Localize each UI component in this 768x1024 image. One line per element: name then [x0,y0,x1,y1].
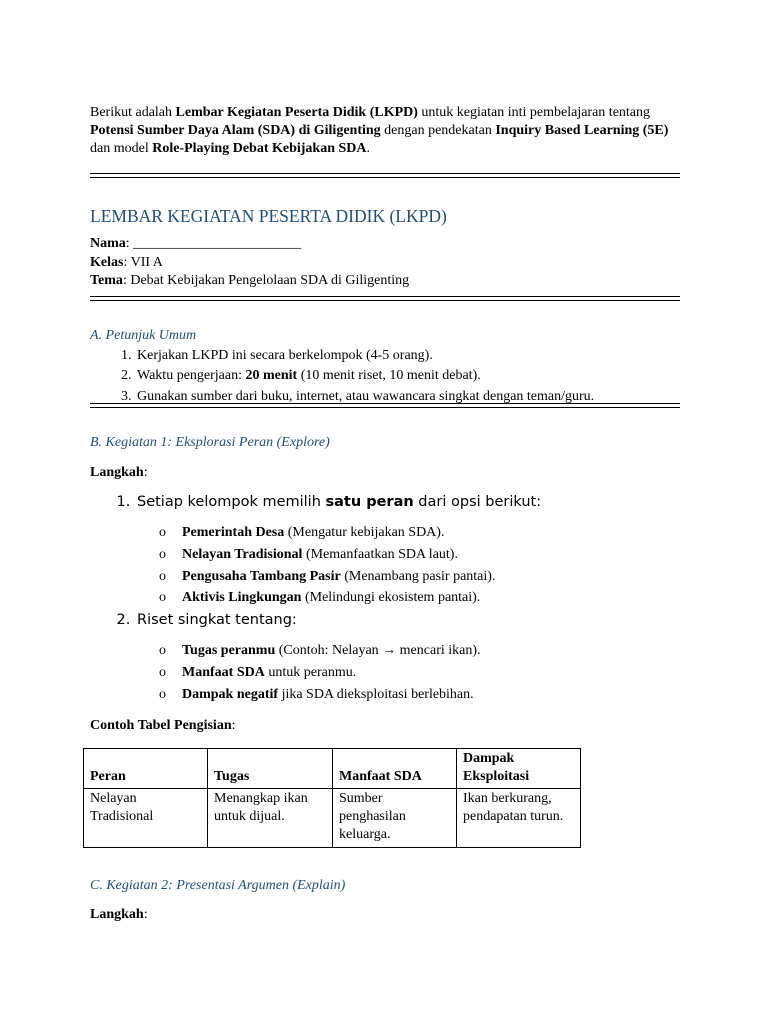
table-header-row [84,748,581,788]
table-row [84,788,581,847]
research-item [159,640,680,662]
bullet-icon: o [159,525,166,540]
field-label: Nama [90,236,126,251]
list-item-text: (10 menit riset, 10 menit debat). [297,368,481,383]
langkah-label [90,906,680,924]
step-item [135,491,680,609]
table-label [90,717,680,735]
field-value: : Debat Kebijakan Pengelolaan SDA di Giligenting [122,273,410,288]
document-page [90,104,680,924]
role-name: Pengusaha Tambang Pasir [182,568,341,584]
step-bold: satu peran [325,494,414,510]
divider [90,173,680,178]
list-item-text: Gunakan sumber dari buku, internet, atau wawancara singkat dengan teman/guru. [137,388,595,404]
role-item [159,587,680,609]
role-item [159,544,680,566]
list-item [135,346,680,367]
langkah-label [90,464,680,482]
section-a-heading: A. Petunjuk Umum [90,327,197,343]
intro-text: . [366,141,371,156]
role-item [159,566,680,588]
table-header: Peran [84,748,208,788]
table-cell: Ikan berkurang, pendapatan turun. [457,788,581,847]
intro-bold-approach: Inquiry Based Learning (5E) [495,123,669,138]
field-value: : VII A [123,254,163,270]
step-text: dari opsi berikut: [413,494,542,510]
bullet-icon: o [159,664,166,680]
bullet-icon: o [159,546,166,562]
field-nama [90,235,680,254]
intro-text: dengan pendekatan [380,123,496,138]
research-text: untuk peranmu. [264,664,357,680]
role-desc: (Melindungi ekosistem pantai). [301,590,481,606]
label-colon: : [143,906,148,922]
step-item [135,609,680,705]
bullet-icon: o [159,643,166,659]
student-fields [90,235,680,291]
research-item [159,684,680,706]
intro-text: untuk kegiatan inti pembelajaran tentang [417,105,651,120]
intro-bold-topic: Potensi Sumber Daya Alam (SDA) di Giligenting [90,123,381,138]
label-bold: Langkah [90,906,144,922]
role-name: Pemerintah Desa [182,525,285,540]
role-name: Aktivis Lingkungan [182,590,302,606]
table-header: Dampak Eksploitasi [457,748,581,788]
field-value: : ________________________ [125,236,302,251]
field-label: Kelas [90,254,124,270]
list-item-text: Waktu pengerjaan: [137,368,246,383]
bullet-icon: o [159,686,166,702]
roles-list [159,522,680,609]
role-item [159,522,680,544]
research-item [159,662,680,684]
list-item-text: Kerjakan LKPD ini secara berkelompok (4-5 orang). [137,347,433,363]
research-text: jika SDA dieksploitasi berlebihan. [278,686,474,702]
example-table [83,748,581,848]
bullet-icon: o [159,568,166,584]
table-header: Manfaat SDA [333,748,457,788]
research-bold: Manfaat SDA [182,664,265,680]
table-cell: Menangkap ikan untuk dijual. [208,788,333,847]
section-c-heading: C. Kegiatan 2: Presentasi Argumen (Explain) [90,877,346,893]
research-text: (Contoh: Nelayan → mencari ikan). [275,643,481,659]
intro-text: dan model [90,141,153,156]
intro-bold-lkpd: Lembar Kegiatan Peserta Didik (LKPD) [175,105,418,120]
list-item-bold: 20 menit [245,368,298,383]
table-cell: Sumber penghasilan keluarga. [333,788,457,847]
section-b-heading: B. Kegiatan 1: Eksplorasi Peran (Explore) [90,435,330,450]
bullet-icon: o [159,590,166,606]
step-text: Setiap kelompok memilih [137,494,326,510]
role-desc: (Memanfaatkan SDA laut). [302,546,458,562]
field-tema [90,272,680,291]
list-item [135,366,680,387]
label-bold: Langkah [90,465,144,480]
role-name: Nelayan Tradisional [182,546,303,562]
intro-paragraph [90,104,680,158]
label-colon: : [143,465,148,480]
role-desc: (Mengatur kebijakan SDA). [284,525,445,540]
table-header: Tugas [208,748,333,788]
page-title: LEMBAR KEGIATAN PESERTA DIDIK (LKPD) [90,206,447,226]
section-a-list [90,346,680,408]
divider [90,296,680,301]
intro-text: Berikut adalah [90,105,176,120]
intro-bold-model: Role-Playing Debat Kebijakan SDA [152,141,367,156]
role-desc: (Menambang pasir pantai). [340,568,496,584]
research-list [159,640,680,705]
research-bold: Dampak negatif [182,686,279,702]
label-bold: Contoh Tabel Pengisian [90,717,232,733]
table-cell: Nelayan Tradisional [84,788,208,847]
section-b-steps [90,491,680,706]
field-label: Tema [90,273,123,288]
label-colon: : [231,717,236,733]
research-bold: Tugas peranmu [182,643,276,659]
field-kelas [90,254,680,273]
step-text: Riset singkat tentang: [137,612,297,629]
